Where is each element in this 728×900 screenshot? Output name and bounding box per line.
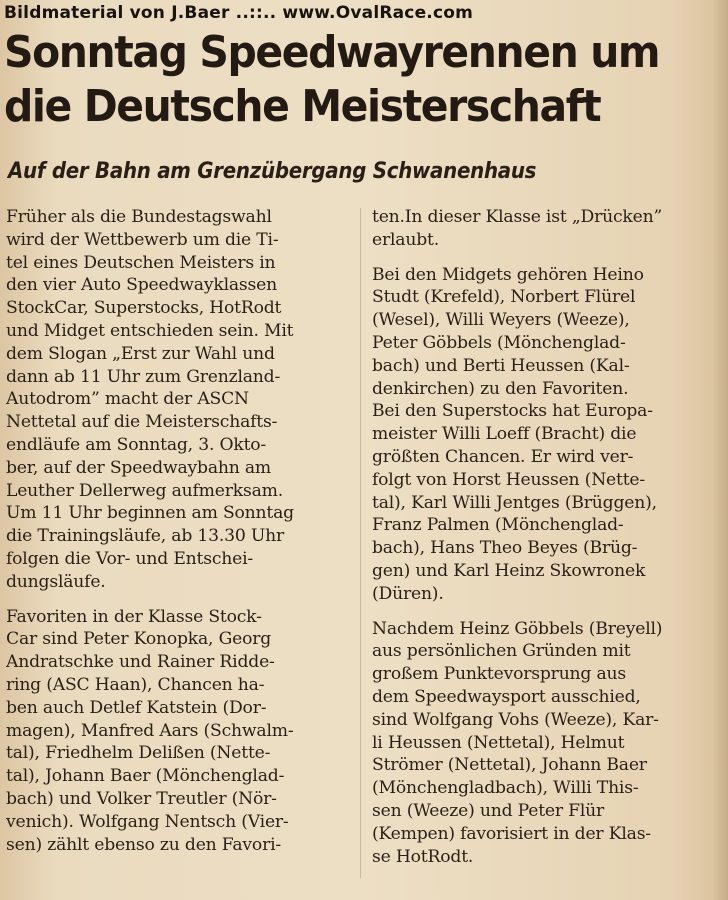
article-text-line: tal), Johann Baer (Mönchenglad- [6,766,285,787]
article-text-line: folgt von Horst Heussen (Nette- [372,469,645,490]
article-text-line: venich). Wolfgang Nentsch (Vier- [6,811,289,832]
article-text-line: meister Willi Loeff (Bracht) die [372,424,637,445]
article-text-line: sen) zählt ebenso zu den Favori- [6,834,281,855]
article-text-line: ten.In dieser Klasse ist „Drücken” [372,207,663,227]
adjacent-page-edge [712,0,728,900]
article-text-line: sen (Weeze) und Peter Flür [372,800,605,821]
watermark-credit: Bildmaterial von J.Baer ..::.. www.OvalRace.com [4,3,474,23]
article-text-line: tal), Karl Willi Jentges (Brüggen), [372,492,657,513]
subheadline: Auf der Bahn am Grenzübergang Schwanenhaus [8,159,537,184]
article-text-line: gen) und Karl Heinz Skowronek [372,560,646,581]
article-text-line: bach) und Volker Treutler (Nör- [6,788,277,809]
article-text-line: (Düren). [372,583,444,604]
article-text-line: erlaubt. [372,229,439,250]
article-text-line: dann ab 11 Uhr zum Grenzland- [6,366,281,387]
article-text-line: großem Punktevorsprung aus [372,664,627,685]
article-text-line: sind Wolfgang Vohs (Weeze), Kar- [372,709,659,730]
article-text-line: StockCar, Superstocks, HotRodt [6,298,282,319]
article-text-line: Leuther Dellerweg aufmerksam. [6,480,283,501]
article-text-line: Um 11 Uhr beginnen am Sonntag [6,503,294,524]
article-text-line: die Trainingsläufe, ab 13.30 Uhr [6,526,285,547]
article-text-line: Bei den Midgets gehören Heino [372,264,644,285]
article-text-line: tal), Friedhelm Delißen (Nette- [6,743,271,764]
article-column-left [6,206,354,856]
article-text-line: bach), Hans Theo Beyes (Brüg- [372,538,638,559]
article-text-line: wird der Wettbewerb um die Ti- [6,229,279,250]
article-text-line: und Midget entschieden sein. Mit [6,320,294,341]
article-text-line: Studt (Krefeld), Norbert Flürel [372,287,636,308]
article-text-line: li Heussen (Nettetal), Helmut [372,732,625,753]
article-text-line: (Mönchengladbach), Willi This- [372,778,639,799]
headline-line-1: Sonntag Speedwayrennen um [4,27,660,78]
article-text-line: endläufe am Sonntag, 3. Okto- [6,434,267,455]
paragraph-gap [372,252,722,264]
paragraph-gap [6,594,354,606]
headline-line-2: die Deutsche Meisterschaft [4,81,601,132]
article-text-line: Strömer (Nettetal), Johann Baer [372,755,647,776]
article-text-line: den vier Auto Speedwayklassen [6,275,277,296]
article-text-line: dungsläufe. [6,571,106,592]
article-text-line: größten Chancen. Er wird ver- [372,446,634,467]
article-text-line: Franz Palmen (Mönchenglad- [372,515,624,536]
headline [4,26,660,134]
article-text-line: (Kempen) favorisiert in der Klas- [372,823,651,844]
article-text-line: bach) und Berti Heussen (Kal- [372,355,630,376]
article-text-line: Nettetal auf die Meisterschafts- [6,412,278,433]
article-text-line: folgen die Vor- und Entschei- [6,548,254,569]
article-text-line: Bei den Superstocks hat Europa- [372,401,653,422]
column-divider [360,208,361,878]
article-text-line: Peter Göbbels (Mönchenglad- [372,332,626,353]
article-text-line: Früher als die Bundestagswahl [6,207,272,227]
article-text-line: Car sind Peter Konopka, Georg [6,629,272,650]
article-text-line: Favoriten in der Klasse Stock- [6,606,262,627]
article-text-line: dem Speedwaysport ausschied, [372,686,641,707]
article-text-line: ben auch Detlef Katstein (Dor- [6,697,267,718]
paragraph-gap [372,606,722,618]
article-text-line: ber, auf der Speedwaybahn am [6,457,272,478]
article-text-line: magen), Manfred Aars (Schwalm- [6,720,294,741]
article-text-line: ring (ASC Haan), Chancen ha- [6,674,265,695]
article-text-line: dem Slogan „Erst zur Wahl und [6,343,275,364]
article-text-line: aus persönlichen Gründen mit [372,641,631,662]
article-text-line: denkirchen) zu den Favoriten. [372,378,629,399]
article-text-line: se HotRodt. [372,846,474,867]
article-text-line: tel eines Deutschen Meisters in [6,252,276,273]
article-text-line: Autodrom” macht der ASCN [6,389,249,410]
article-text-line: Andratschke und Rainer Ridde- [6,652,275,673]
article-column-right [372,206,722,868]
article-text-line: (Wesel), Willi Weyers (Weeze), [372,310,630,331]
article-text-line: Nachdem Heinz Göbbels (Breyell) [372,618,663,639]
